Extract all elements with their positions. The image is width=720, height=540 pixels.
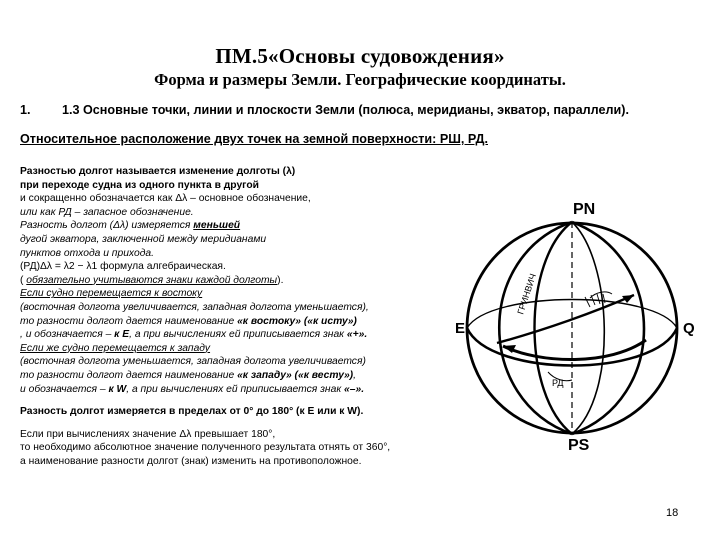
east-label: E: [455, 320, 466, 337]
list-item: [20, 103, 629, 117]
text-line: Разностью долгот называется изменение долготы (λ): [20, 166, 296, 177]
text-span: и обозначается –: [20, 383, 109, 395]
north-pole-label: PN: [573, 201, 596, 218]
text-line: [20, 219, 465, 233]
list-item-number: 1.: [20, 103, 31, 117]
text-span: , а при вычислениях ей приписывается знак: [126, 383, 345, 395]
text-line: то необходимо абсолютное значение полученного результата отнять от 360°,: [20, 442, 391, 454]
list-item-text: 1.3 Основные точки, линии и плоскости Земли (полюса, меридианы, экватор, параллели).: [62, 103, 629, 117]
text-line: и сокращенно обозначается как Δλ – основное обозначение,: [20, 193, 311, 205]
body-text: [20, 165, 465, 468]
west-label: Q: [683, 320, 695, 337]
text-emphasis: меньшей: [193, 220, 241, 232]
text-line: [20, 315, 465, 329]
rd-arc: [503, 340, 646, 360]
text-span: Разность долгот (Δλ) измеряется: [20, 220, 194, 232]
rd-label: РД: [552, 378, 564, 388]
text-span: ,: [353, 369, 356, 381]
south-pole-label: PS: [568, 437, 590, 454]
section-heading: Относительное расположение двух точек на земной поверхности: РШ, РД.: [20, 132, 488, 146]
text-emphasis: обязательно учитываются знаки каждой долготы: [26, 274, 278, 286]
text-line: при переходе судна из одного пункта в другой: [20, 179, 259, 191]
text-line: а наименование разности долгот (знак) изменить на противоположное.: [20, 455, 362, 467]
globe-diagram: [440, 190, 710, 475]
slide-subtitle: Форма и размеры Земли. Географические координаты.: [154, 70, 566, 89]
text-line: [20, 274, 465, 288]
text-emphasis: к W: [108, 383, 127, 395]
text-span: ).: [277, 274, 284, 286]
text-emphasis: «–».: [344, 383, 365, 395]
slide-title: ПМ.5«Основы судовождения»: [215, 44, 505, 68]
text-line: дугой экватора, заключенной между меридианами: [20, 233, 267, 245]
meridian-line: [572, 222, 604, 434]
text-line: [20, 328, 465, 342]
text-emphasis: «+».: [346, 329, 368, 341]
text-emphasis: к Е: [114, 329, 130, 341]
text-line: Если при вычислениях значение Δλ превышает 180°,: [20, 428, 276, 440]
text-line: (РД)Δλ = λ2 − λ1 формула алгебраическая.: [20, 261, 226, 273]
text-line: пунктов отхода и прихода.: [20, 247, 154, 259]
text-span: , а при вычислениях ей приписывается знак: [129, 329, 347, 341]
text-line: Если судно перемещается к востоку: [20, 288, 203, 300]
text-span: то разности долгот дается наименование: [20, 315, 238, 327]
text-span: то разности долгот дается наименование: [20, 369, 238, 381]
greenwich-meridian: [535, 222, 573, 434]
page-number: 18: [666, 507, 679, 519]
text-span: , и обозначается –: [20, 329, 115, 341]
text-line: [20, 383, 465, 397]
meridian-line: [572, 222, 644, 434]
text-line: (восточная долгота увеличивается, западная долгота уменьшается),: [20, 301, 369, 313]
text-line: [20, 369, 465, 383]
text-line: или как РД – запасное обозначение.: [20, 206, 194, 218]
greenwich-label: ГРИНВИЧ: [515, 272, 538, 316]
text-emphasis: «к востоку» («к исту»): [237, 315, 357, 327]
text-emphasis: «к западу» («к весту»): [237, 369, 354, 381]
text-line: (восточная долгота уменьшается, западная долгота увеличивается): [20, 356, 366, 368]
text-span: (: [20, 274, 27, 286]
text-line: Если же судно перемещается к западу: [20, 342, 211, 354]
text-line: Разность долгот измеряется в пределах от 0° до 180° (к E или к W).: [20, 406, 364, 418]
